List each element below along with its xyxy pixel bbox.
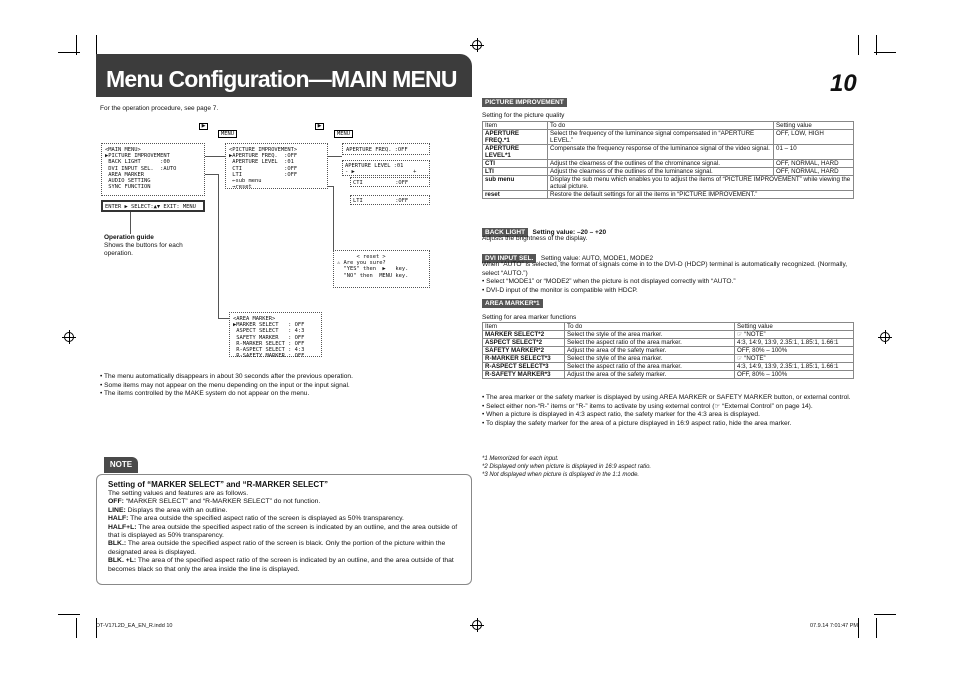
table-cell: SAFETY MARKER*2 xyxy=(483,347,565,355)
area-marker-osd: <AREA MARKER> ▶MARKER SELECT : OFF ASPECT SELECT : 4:3 SAFETY MARKER : OFF R-MARKER SELECT : OFF R-ASPECT SELECT : 4:3 R-SAFETY MARKER : OFF xyxy=(229,312,322,357)
table-cell: OFF, 80% – 100% xyxy=(735,371,854,379)
table-cell: LTI xyxy=(483,168,548,176)
connector-line xyxy=(205,156,225,157)
intro-text: For the operation procedure, see page 7. xyxy=(100,105,219,112)
title-banner xyxy=(96,54,472,97)
cti-osd: CTI :OFF xyxy=(350,177,430,187)
dvi-description: When “AUTO” is selected, the format of signals come in to the DVI-D (HDCP) terminal is automatically recognized. (Normally, select “AUTO.”) xyxy=(482,261,848,277)
footer-right: 07.9.14 7:01:47 PM xyxy=(810,623,859,629)
list-item: • Select either non-“R-” items or “R-” items to activate by using external control (☞ “External Control” on page 14). xyxy=(482,402,813,410)
table-row xyxy=(483,191,854,199)
dvi-desc xyxy=(482,261,852,295)
table-cell: Adjust the clearness of the outlines of the luminance signal. xyxy=(548,168,774,176)
table-cell: OFF, NORMAL, HARD xyxy=(774,160,854,168)
table-row xyxy=(483,130,854,145)
table-cell: APERTURE FREQ.*1 xyxy=(483,130,548,145)
table-cell: Select the style of the area marker. xyxy=(565,355,735,363)
operation-guide-title: Operation guide xyxy=(104,234,154,241)
page-number: 10 xyxy=(830,70,857,97)
note-item: LINE: Displays the area with an outline. xyxy=(108,506,228,514)
area-table xyxy=(482,322,854,379)
crop-mark xyxy=(876,618,877,638)
column-header: Setting value xyxy=(774,122,854,130)
connector-line xyxy=(218,318,229,319)
table-row xyxy=(483,331,854,339)
reset-dialog-osd: < reset > ⚠ Are you sure? "YES" then ▶ key. "NO" then MENU key. xyxy=(333,250,430,288)
note-label: NOTE xyxy=(104,457,138,473)
list-item: • DVI-D input of the monitor is compatible with HDCP. xyxy=(482,286,638,294)
crop-mark xyxy=(874,614,896,615)
column-header: Setting value xyxy=(735,323,854,331)
note-content xyxy=(108,480,466,574)
table-cell: Adjust the area of the safety marker. xyxy=(565,371,735,379)
footnote: *2 Displayed only when picture is displayed in 16:9 aspect ratio. xyxy=(482,464,652,470)
menu-key-label: MENU xyxy=(218,130,237,138)
page-title: Menu Configuration—MAIN MENU xyxy=(106,66,457,92)
dvi-setting: Setting value: AUTO, MODE1, MODE2 xyxy=(540,255,654,262)
table-cell: R-ASPECT SELECT*3 xyxy=(483,363,565,371)
aperture-level-osd: APERTURE LEVEL :01 - ▶ + xyxy=(342,160,430,176)
note-item: BLK.: The area outside the specified aspect ratio of the screen is black. Only the portion of the picture within the designated area is displayed. xyxy=(108,540,446,556)
area-bullets xyxy=(482,394,852,428)
column-header: Item xyxy=(483,323,565,331)
table-cell: APERTURE LEVEL*1 xyxy=(483,145,548,160)
enter-key-icon: ▶ xyxy=(199,123,208,130)
footnote: *3 Not displayed when picture is displayed in the 1:1 mode. xyxy=(482,472,640,478)
section-label-dvi: DVI INPUT SEL. xyxy=(482,254,536,263)
connector-line xyxy=(130,212,131,234)
table-cell: OFF, 80% – 100% xyxy=(735,347,854,355)
backlight-setting: Setting value: –20 – +20 xyxy=(532,229,607,236)
table-cell: ☞ “NOTE” xyxy=(735,331,854,339)
table-cell: Display the sub menu which enables you to adjust the items of “PICTURE IMPROVEMENT” while viewing the actual picture. xyxy=(548,176,854,191)
backlight-desc: Adjusts the brightness of the display. xyxy=(482,235,588,242)
registration-mark-icon xyxy=(472,40,482,50)
picture-table xyxy=(482,121,854,199)
table-cell: Select the style of the area marker. xyxy=(565,331,735,339)
list-item: • The menu automatically disappears in about 30 seconds after the previous operation. xyxy=(100,373,353,380)
table-cell: OFF, NORMAL, HARD xyxy=(774,168,854,176)
lti-osd: LTI :OFF xyxy=(350,195,430,205)
crop-mark xyxy=(76,618,77,638)
connector-line xyxy=(333,186,334,250)
list-item: • To display the safety marker for the area of a picture displayed in 16:9 aspect ratio, hide the area marker. xyxy=(482,419,792,427)
table-row xyxy=(483,168,854,176)
note-item: HALF+L: The area outside the specified aspect ratio of the screen is indicated by an outline, and the area outside of that is displayed as 50% transparency. xyxy=(108,523,458,540)
list-item: • When a picture is displayed in 4:3 aspect ratio, the safety marker for the 4:3 area is displayed. xyxy=(482,411,760,418)
table-row xyxy=(483,363,854,371)
footnote: *1 Memorized for each input. xyxy=(482,456,559,462)
registration-mark-icon xyxy=(880,332,890,342)
table-cell: Select the frequency of the luminance signal compensated in “APERTURE LEVEL.” xyxy=(548,130,774,145)
connector-line xyxy=(328,156,342,157)
table-cell: sub menu xyxy=(483,176,548,191)
crop-mark xyxy=(76,35,77,55)
registration-mark-icon xyxy=(64,332,74,342)
crop-mark xyxy=(858,35,859,55)
crop-mark xyxy=(874,52,896,53)
table-cell: OFF, LOW, HIGH xyxy=(774,130,854,145)
table-cell: Adjust the clearness of the outlines of the chrominance signal. xyxy=(548,160,774,168)
table-header-row xyxy=(483,122,854,130)
table-header-row xyxy=(483,323,854,331)
note-heading: Setting of “MARKER SELECT” and “R-MARKER SELECT” xyxy=(108,480,328,489)
table-cell: 4:3, 14:9, 13:9, 2.35:1, 1.85:1, 1.66:1 xyxy=(735,363,854,371)
table-cell: Restore the default settings for all the items in “PICTURE IMPROVEMENT.” xyxy=(548,191,854,199)
table-cell: reset xyxy=(483,191,548,199)
table-row xyxy=(483,371,854,379)
note-item: BLK. +L: The area of the specified aspect ratio of the screen is indicated by an outline, and the area outside of that becomes black so that only the area inside the line is displayed. xyxy=(108,557,454,573)
table-cell: 4:3, 14:9, 13:9, 2.35:1, 1.85:1, 1.66:1 xyxy=(735,339,854,347)
section-label-backlight: BACK LIGHT xyxy=(482,228,528,237)
connector-line xyxy=(205,174,219,175)
footer-left: DT-V17L2D_EA_EN_R.indd 10 xyxy=(96,623,173,629)
crop-mark xyxy=(876,35,877,55)
left-bullet-list xyxy=(100,373,470,399)
crop-mark xyxy=(58,614,80,615)
table-cell: MARKER SELECT*2 xyxy=(483,331,565,339)
table-cell: Select the aspect ratio of the area marker. xyxy=(565,363,735,371)
footnotes xyxy=(482,455,651,479)
list-item: • Some items may not appear on the menu depending on the input or the input signal. xyxy=(100,381,350,389)
main-menu-osd: <MAIN MENU> ▶PICTURE IMPROVEMENT BACK LIGHT :00 DVI INPUT SEL. :AUTO AREA MARKER AUDIO SETTING SYNC FUNCTION xyxy=(101,143,205,196)
picture-menu-osd: <PICTURE IMPROVEMENT> ▶APERTURE FREQ. :OFF APERTURE LEVEL :01 CTI :OFF LTI :OFF ←sub menu →reset xyxy=(225,143,328,189)
column-header: Item xyxy=(483,122,548,130)
area-caption: Setting for area marker functions xyxy=(482,314,577,321)
aperture-freq-osd: APERTURE FREQ. :OFF xyxy=(342,143,430,155)
crop-mark xyxy=(858,618,859,638)
list-item: • The items controlled by the MAKE system do not appear on the menu. xyxy=(100,390,310,397)
section-label-area: AREA MARKER*1 xyxy=(482,299,543,308)
connector-line xyxy=(218,174,219,319)
menu-key-label: MENU xyxy=(334,130,353,138)
column-header: To do xyxy=(548,122,774,130)
registration-mark-icon xyxy=(472,620,482,630)
main-menu-footer: ENTER ▶ SELECT:▲▼ EXIT: MENU xyxy=(101,200,205,212)
table-row xyxy=(483,145,854,160)
table-cell: ASPECT SELECT*2 xyxy=(483,339,565,347)
table-cell: 01 – 10 xyxy=(774,145,854,160)
table-cell: ☞ “NOTE” xyxy=(735,355,854,363)
list-item: • Select “MODE1” or “MODE2” when the picture is not displayed correctly with “AUTO.” xyxy=(482,278,736,285)
section-label-picture: PICTURE IMPROVEMENT xyxy=(482,98,567,107)
picture-caption: Setting for the picture quality xyxy=(482,112,565,119)
table-row xyxy=(483,176,854,191)
operation-guide-text: Shows the buttons for each operation. xyxy=(104,242,183,257)
note-intro: The setting values and features are as follows. xyxy=(108,490,249,497)
list-item: • The area marker or the safety marker is displayed by using AREA MARKER or SAFETY MARKER button, or external control. xyxy=(482,394,851,401)
crop-mark xyxy=(96,35,97,55)
table-row xyxy=(483,355,854,363)
column-header: To do xyxy=(565,323,735,331)
table-cell: CTI xyxy=(483,160,548,168)
table-row xyxy=(483,339,854,347)
table-cell: Select the aspect ratio of the area marker. xyxy=(565,339,735,347)
table-row xyxy=(483,160,854,168)
enter-key-icon: ▶ xyxy=(315,123,324,130)
table-cell: R-MARKER SELECT*3 xyxy=(483,355,565,363)
note-item: HALF: The area outside the specified aspect ratio of the screen is displayed as 50% transparency. xyxy=(108,515,404,523)
note-item: OFF: “MARKER SELECT” and “R-MARKER SELECT” do not function. xyxy=(108,498,321,506)
table-cell: R-SAFETY MARKER*3 xyxy=(483,371,565,379)
table-cell: Adjust the area of the safety marker. xyxy=(565,347,735,355)
table-row xyxy=(483,347,854,355)
table-cell: Compensate the frequency response of the luminance signal of the video signal. xyxy=(548,145,774,160)
